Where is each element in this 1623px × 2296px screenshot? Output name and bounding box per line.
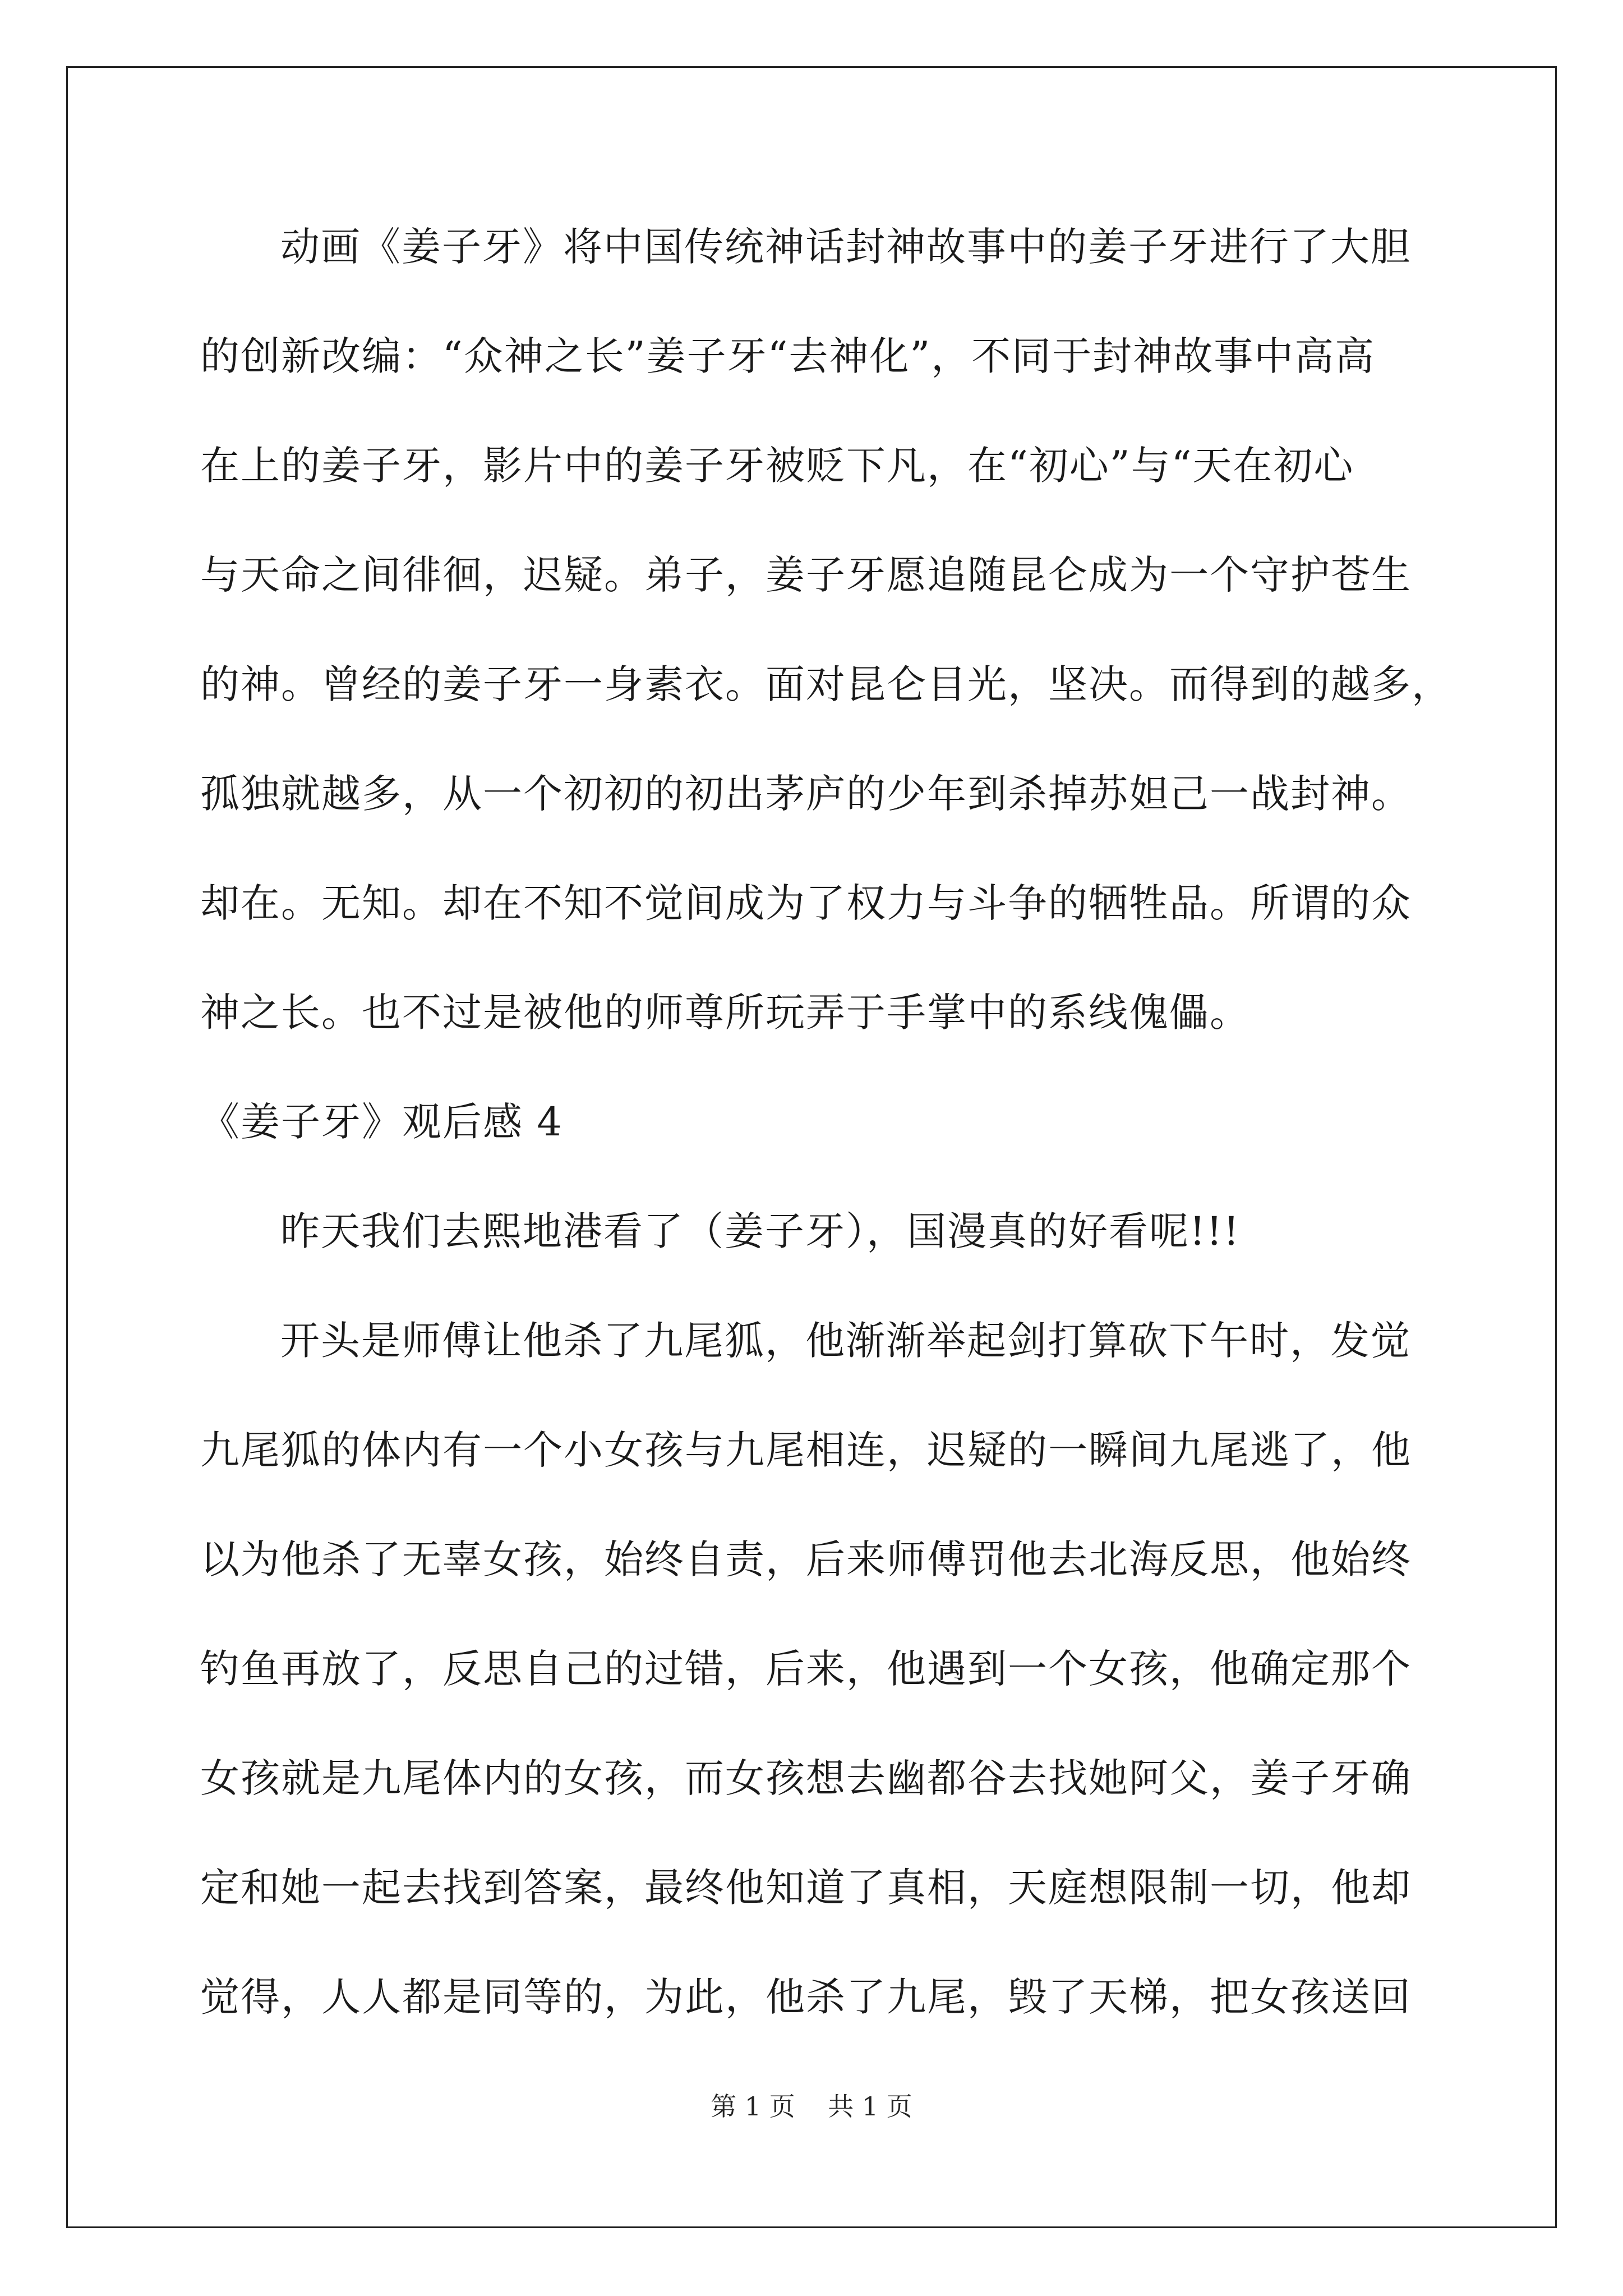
body-text-line: 九尾狐的体内有一个小女孩与九尾相连，迟疑的一瞬间九尾逃了，他: [200, 1427, 1412, 1473]
body-text-line: 钓鱼再放了，反思自己的过错，后来，他遇到一个女孩，他确定那个: [200, 1646, 1412, 1692]
section-heading: 《姜子牙》观后感 4: [200, 1099, 563, 1145]
body-text-line: 孤独就越多，从一个初初的初出茅庐的少年到杀掉苏妲己一战封神。: [200, 771, 1412, 817]
body-text-line: 女孩就是九尾体内的女孩，而女孩想去幽都谷去找她阿父，姜子牙确: [200, 1755, 1412, 1801]
body-text-line: 开头是师傅让他杀了九尾狐，他渐渐举起剑打算砍下午时，发觉: [280, 1318, 1411, 1364]
body-text-line: 与天命之间徘徊，迟疑。弟子，姜子牙愿追随昆仑成为一个守护苍生: [200, 552, 1412, 598]
body-text-line: 的神。曾经的姜子牙一身素衣。面对昆仑目光，坚决。而得到的越多，: [200, 661, 1452, 707]
body-text-line: 神之长。也不过是被他的师尊所玩弄于手掌中的系线傀儡。: [200, 990, 1250, 1036]
body-text-line: 觉得，人人都是同等的，为此，他杀了九尾，毁了天梯，把女孩送回: [200, 1974, 1412, 2020]
body-text-line: 定和她一起去找到答案，最终他知道了真相，天庭想限制一切，他却: [200, 1865, 1412, 1911]
page-footer: 第 1 页 共 1 页: [711, 2091, 912, 2122]
body-text-line: 动画《姜子牙》将中国传统神话封神故事中的姜子牙进行了大胆: [280, 224, 1411, 270]
body-text-line: 在上的姜子牙，影片中的姜子牙被贬下凡，在“初心”与“天在初心: [200, 443, 1354, 489]
body-text-line: 以为他杀了无辜女孩，始终自责，后来师傅罚他去北海反思，他始终: [200, 1536, 1412, 1582]
body-text-line: 却在。无知。却在不知不觉间成为了权力与斗争的牺牲品。所谓的众: [200, 880, 1412, 926]
body-text-line: 昨天我们去熙地港看了（姜子牙），国漫真的好看呢!!!: [280, 1208, 1241, 1254]
body-text-line: 的创新改编：“众神之长”姜子牙“去神化”，不同于封神故事中高高: [200, 333, 1376, 379]
